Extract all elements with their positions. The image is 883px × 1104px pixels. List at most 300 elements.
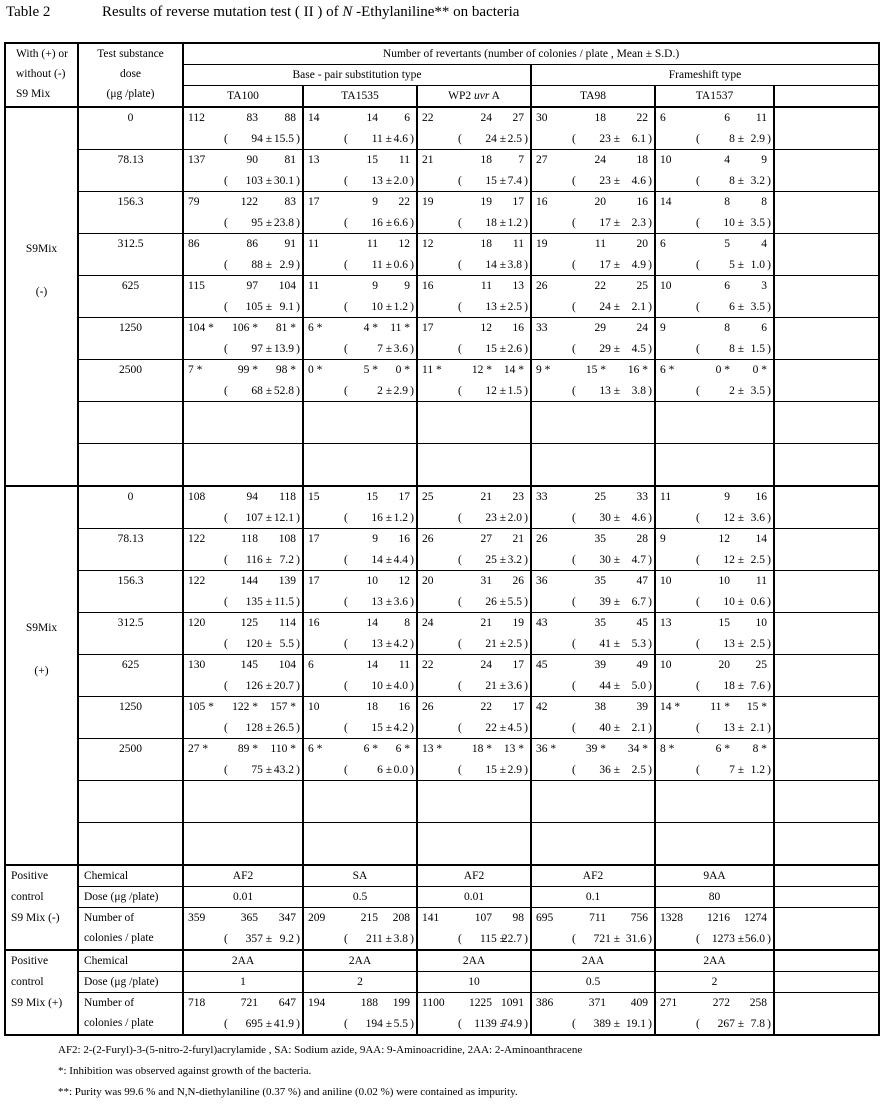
plate-count-1: 141 (422, 912, 440, 924)
value-cell (303, 150, 417, 192)
plate-counts (304, 360, 416, 380)
sd-value: 4.6 (631, 512, 646, 524)
plate-counts (418, 318, 530, 338)
cell-content (418, 487, 530, 528)
paren-close: ) (410, 259, 414, 271)
plate-count-3: 8 (761, 196, 767, 208)
paren-close: ) (524, 680, 528, 692)
plate-count-3: 11 (398, 154, 410, 166)
cell-content (418, 571, 530, 612)
empty-cell (531, 823, 655, 866)
plate-count-2: 107 (474, 912, 492, 924)
mean-value: 5 ± (729, 259, 744, 271)
mean-value: 12 ± (723, 554, 744, 566)
paren-open: ( (458, 722, 462, 734)
plate-count-1: 6 (660, 112, 666, 124)
mean-value: 13 ± (371, 175, 392, 187)
mean-value: 695 ± (245, 1018, 272, 1030)
value-cell (303, 234, 417, 276)
plate-count-2: 86 (246, 238, 258, 250)
paren-close: ) (296, 554, 300, 566)
mean-value: 7 ± (377, 343, 392, 355)
plate-count-1: 43 (536, 617, 548, 629)
empty-cell (78, 823, 183, 866)
empty-row (5, 823, 879, 866)
plate-counts (304, 487, 416, 507)
paren-open: ( (696, 217, 700, 229)
sd-value: 0.6 (393, 259, 408, 271)
paren-open: ( (572, 385, 576, 397)
plate-counts (532, 908, 654, 928)
paren-close: ) (767, 175, 771, 187)
chemical-name: 2AA (417, 950, 531, 972)
paren-close: ) (296, 512, 300, 524)
mean-value: 40 ± (599, 722, 620, 734)
value-cell (531, 234, 655, 276)
plate-count-1: 13 * (422, 743, 443, 755)
s9-label-line: S9Mix (25, 622, 58, 634)
paren-close: ) (648, 722, 652, 734)
strain-name: TA98 (580, 90, 606, 102)
plate-count-3: 258 (749, 997, 767, 1009)
paren-open: ( (458, 554, 462, 566)
plate-count-3: 22 (398, 196, 410, 208)
mean-value: 10 ± (371, 301, 392, 313)
mean-sd (304, 929, 416, 949)
plate-count-2: 24 (480, 659, 492, 671)
paren-close: ) (524, 933, 528, 945)
value-cell (531, 486, 655, 529)
sd-value: 31.6 (625, 933, 646, 945)
plate-count-2: 272 (712, 997, 730, 1009)
empty-cell (303, 444, 417, 487)
positive-control-chemical-row (5, 865, 879, 887)
value-cell (303, 739, 417, 781)
paren-close: ) (648, 301, 652, 313)
paren-open: ( (224, 764, 228, 776)
plate-counts (184, 487, 302, 507)
plate-count-2: 188 (360, 997, 378, 1009)
plate-counts (656, 993, 773, 1013)
plate-counts (418, 993, 530, 1013)
paren-open: ( (458, 512, 462, 524)
plate-count-3: 199 (392, 997, 410, 1009)
paren-close: ) (410, 638, 414, 650)
value-cell (183, 276, 303, 318)
value-cell (183, 655, 303, 697)
plate-counts (656, 318, 773, 338)
plate-count-2: 12 (480, 322, 492, 334)
strain-header (417, 86, 531, 108)
plate-count-1: 6 (308, 659, 314, 671)
strain-header (531, 86, 655, 108)
value-cell (417, 697, 531, 739)
paren-open: ( (224, 217, 228, 229)
plate-count-2: 27 (480, 533, 492, 545)
plate-count-1: 26 (536, 280, 548, 292)
plate-count-1: 1100 (422, 997, 445, 1009)
mean-value: 126 ± (245, 680, 272, 692)
cell-content (656, 192, 773, 233)
cell-content (532, 529, 654, 570)
mean-sd (184, 213, 302, 233)
paren-open: ( (224, 933, 228, 945)
cell-content (304, 571, 416, 612)
cell-content (184, 150, 302, 191)
plate-counts (184, 529, 302, 549)
plate-count-2: 18 * (471, 743, 492, 755)
mean-value: 68 ± (251, 385, 272, 397)
cell-content (656, 150, 773, 191)
plate-counts (656, 108, 773, 128)
plate-count-1: 11 (308, 280, 320, 292)
plate-count-3: 11 (512, 238, 524, 250)
cell-content (184, 613, 302, 654)
sd-value: 2.5 (631, 764, 646, 776)
empty-cell (774, 823, 879, 866)
plate-counts (418, 487, 530, 507)
mean-value: 16 ± (371, 217, 392, 229)
plate-count-1: 20 (422, 575, 434, 587)
mean-value: 13 ± (723, 722, 744, 734)
mean-sd (418, 1014, 530, 1034)
sd-value: 1.2 (393, 512, 408, 524)
s9-label-line: S9Mix (25, 243, 58, 255)
mean-sd (656, 592, 773, 612)
plate-count-2: 20 (594, 196, 606, 208)
empty-cell (303, 823, 417, 866)
value-cell (183, 993, 303, 1036)
plate-count-2: 18 (366, 701, 378, 713)
paren-close: ) (410, 217, 414, 229)
control-dose: 0.5 (303, 887, 417, 908)
cell-content (418, 108, 530, 149)
value-cell (655, 192, 774, 234)
mean-value: 267 ± (717, 1018, 744, 1030)
mean-sd (656, 255, 773, 275)
cell-content (184, 908, 302, 949)
number-label (78, 993, 183, 1036)
sd-value: 5.5 (393, 1018, 408, 1030)
mean-sd (418, 929, 530, 949)
mean-sd (656, 381, 773, 401)
cell-content (532, 908, 654, 949)
cell-content (418, 360, 530, 401)
paren-close: ) (648, 133, 652, 145)
frameshift-header: Frameshift type (531, 65, 879, 86)
plate-count-2: 12 * (471, 364, 492, 376)
plate-counts (184, 571, 302, 591)
footnote-abbreviations: AF2: 2-(2-Furyl)-3-(5-nitro-2-furyl)acrylamide , SA: Sodium azide, 9AA: 9-Aminoacridine, 2AA: 2-Aminoanthracene (58, 1044, 583, 1056)
value-cell (183, 908, 303, 951)
mean-value: 26 ± (485, 596, 506, 608)
plate-counts (418, 739, 530, 759)
sd-value: 0.0 (393, 764, 408, 776)
cell-content (304, 318, 416, 359)
mean-sd (418, 255, 530, 275)
value-cell (183, 234, 303, 276)
empty-cell (774, 655, 879, 697)
plate-counts (184, 360, 302, 380)
mean-value: 120 ± (245, 638, 272, 650)
plate-counts (304, 908, 416, 928)
mean-value: 94 ± (251, 133, 272, 145)
plate-count-1: 33 (536, 491, 548, 503)
empty-cell (774, 192, 879, 234)
mean-value: 24 ± (485, 133, 506, 145)
plate-count-3: 7 (518, 154, 524, 166)
plate-count-3: 28 (636, 533, 648, 545)
positive-control-label (5, 950, 78, 1035)
mean-value: 39 ± (599, 596, 620, 608)
dose-cell: 312.5 (78, 234, 183, 276)
cell-content (532, 234, 654, 275)
plate-count-3: 25 (636, 280, 648, 292)
plate-count-1: 9 (660, 322, 666, 334)
mean-value: 21 ± (485, 638, 506, 650)
mean-sd (304, 1014, 416, 1034)
paren-open: ( (224, 301, 228, 313)
empty-cell (774, 972, 879, 993)
paren-close: ) (767, 680, 771, 692)
title-text-suffix: -Ethylaniline** on bacteria (352, 4, 520, 20)
dose-cell: 2500 (78, 360, 183, 402)
mean-sd (532, 339, 654, 359)
strain-header (655, 86, 774, 108)
plate-count-1: 10 (660, 280, 672, 292)
plate-count-3: 6 (404, 112, 410, 124)
paren-close: ) (648, 343, 652, 355)
sd-value: 5.5 (279, 638, 294, 650)
value-cell (531, 697, 655, 739)
value-cell (655, 993, 774, 1036)
mean-value: 8 ± (729, 343, 744, 355)
paren-close: ) (296, 175, 300, 187)
value-cell (303, 908, 417, 951)
dose-cell: 312.5 (78, 613, 183, 655)
chemical-label: Chemical (78, 950, 183, 972)
dose-cell: 1250 (78, 318, 183, 360)
plate-counts (656, 150, 773, 170)
plate-count-3: 11 * (390, 322, 410, 334)
value-cell (531, 739, 655, 781)
mean-value: 16 ± (371, 512, 392, 524)
mean-value: 75 ± (251, 764, 272, 776)
paren-close: ) (648, 217, 652, 229)
mean-value: 11 ± (371, 259, 392, 271)
plate-counts (532, 108, 654, 128)
paren-open: ( (572, 175, 576, 187)
plate-count-3: 24 (636, 322, 648, 334)
plate-counts (184, 318, 302, 338)
plate-count-2: 15 (366, 154, 378, 166)
plate-count-2: 35 (594, 575, 606, 587)
value-cell (531, 993, 655, 1036)
positive-control-label-line: S9 Mix (+) (11, 997, 63, 1009)
empty-cell (774, 908, 879, 951)
paren-close: ) (410, 385, 414, 397)
plate-count-2: 15 (366, 491, 378, 503)
paren-close: ) (524, 133, 528, 145)
plate-count-2: 24 (594, 154, 606, 166)
plate-count-3: 16 (636, 196, 648, 208)
data-row (5, 486, 879, 529)
mean-sd (184, 339, 302, 359)
plate-count-3: 14 * (503, 364, 524, 376)
mean-value: 1273 ± (711, 933, 744, 945)
value-cell (417, 486, 531, 529)
plate-count-3: 11 (755, 112, 767, 124)
cell-content (656, 908, 773, 949)
plate-count-3: 108 (278, 533, 296, 545)
plate-count-1: 130 (188, 659, 206, 671)
plate-counts (184, 613, 302, 633)
paren-close: ) (410, 764, 414, 776)
plate-count-2: 18 (594, 112, 606, 124)
plate-count-3: 8 (404, 617, 410, 629)
sd-value: 4.6 (393, 133, 408, 145)
mean-value: 103 ± (245, 175, 272, 187)
plate-counts (656, 571, 773, 591)
mean-value: 95 ± (251, 217, 272, 229)
plate-count-1: 9 (660, 533, 666, 545)
value-cell (655, 107, 774, 150)
mean-value: 97 ± (251, 343, 272, 355)
paren-close: ) (410, 343, 414, 355)
plate-counts (656, 739, 773, 759)
data-row (5, 360, 879, 402)
control-dose: 0.1 (531, 887, 655, 908)
plate-count-3: 12 (398, 238, 410, 250)
plate-count-2: 39 * (585, 743, 606, 755)
empty-cell (774, 950, 879, 972)
paren-close: ) (648, 764, 652, 776)
value-cell (531, 107, 655, 150)
cell-content (656, 571, 773, 612)
plate-count-1: 120 (188, 617, 206, 629)
mean-value: 29 ± (599, 343, 620, 355)
plate-count-3: 110 * (270, 743, 296, 755)
plate-count-1: 386 (536, 997, 554, 1009)
value-cell (417, 908, 531, 951)
plate-counts (418, 908, 530, 928)
plate-count-3: 104 (278, 280, 296, 292)
paren-open: ( (696, 512, 700, 524)
paren-close: ) (767, 512, 771, 524)
dose-header (78, 43, 183, 107)
cell-content (304, 739, 416, 780)
plate-count-1: 10 (660, 154, 672, 166)
dose-header-line: Test substance (97, 48, 164, 60)
sd-value: 4.7 (631, 554, 646, 566)
paren-close: ) (767, 301, 771, 313)
plate-count-2: 9 (372, 280, 378, 292)
control-dose: 1 (183, 972, 303, 993)
plate-count-2: 9 (724, 491, 730, 503)
mean-sd (304, 718, 416, 738)
sd-value: 2.9 (750, 133, 765, 145)
sd-value: 3.2 (507, 554, 522, 566)
value-cell (417, 150, 531, 192)
plate-count-1: 8 * (660, 743, 675, 755)
paren-close: ) (767, 596, 771, 608)
mean-sd (184, 592, 302, 612)
plate-counts (532, 529, 654, 549)
sd-value: 43.2 (273, 764, 294, 776)
sd-value: 6.7 (631, 596, 646, 608)
empty-cell (774, 613, 879, 655)
mean-value: 30 ± (599, 554, 620, 566)
plate-count-3: 22 (636, 112, 648, 124)
value-cell (417, 993, 531, 1036)
plate-count-1: 271 (660, 997, 678, 1009)
paren-open: ( (344, 680, 348, 692)
control-dose: 0.01 (183, 887, 303, 908)
sd-value: 2.5 (507, 638, 522, 650)
mean-sd (532, 550, 654, 570)
mean-sd (656, 760, 773, 780)
mean-value: 13 ± (371, 638, 392, 650)
strain-suffix: A (489, 90, 500, 102)
plate-count-2: 21 (480, 617, 492, 629)
plate-count-1: 13 (660, 617, 672, 629)
dose-cell: 2500 (78, 739, 183, 781)
positive-control-label-line: S9 Mix (-) (11, 912, 60, 924)
cell-content (304, 529, 416, 570)
dose-cell: 78.13 (78, 150, 183, 192)
positive-control-label-line: control (11, 891, 44, 903)
empty-cell (78, 444, 183, 487)
dose-cell: 78.13 (78, 529, 183, 571)
sd-value: 4.2 (393, 638, 408, 650)
plate-counts (418, 360, 530, 380)
value-cell (531, 276, 655, 318)
value-cell (531, 150, 655, 192)
value-cell (183, 360, 303, 402)
plate-count-1: 9 * (536, 364, 551, 376)
chemical-name: AF2 (183, 865, 303, 887)
paren-close: ) (524, 638, 528, 650)
plate-count-1: 13 (308, 154, 320, 166)
footnote-purity: **: Purity was 99.6 % and N,N-diethylaniline (0.37 %) and aniline (0.02 %) were contained as impurity. (58, 1086, 518, 1098)
plate-count-2: 21 (480, 491, 492, 503)
mean-sd (656, 550, 773, 570)
plate-count-2: 122 * (232, 701, 258, 713)
positive-control-chemical-row (5, 950, 879, 972)
plate-count-2: 106 * (232, 322, 258, 334)
sd-value: 2.5 (507, 133, 522, 145)
plate-count-1: 33 (536, 322, 548, 334)
paren-open: ( (696, 554, 700, 566)
plate-count-1: 14 (660, 196, 672, 208)
value-cell (183, 192, 303, 234)
paren-close: ) (648, 175, 652, 187)
mean-value: 10 ± (371, 680, 392, 692)
paren-open: ( (224, 554, 228, 566)
paren-open: ( (696, 259, 700, 271)
paren-open: ( (458, 385, 462, 397)
sd-value: 6.1 (631, 133, 646, 145)
mean-value: 17 ± (599, 259, 620, 271)
sd-value: 13.9 (273, 343, 294, 355)
plate-counts (304, 739, 416, 759)
control-dose: 80 (655, 887, 774, 908)
plate-count-2: 118 (241, 533, 258, 545)
empty-cell (655, 402, 774, 444)
plate-count-2: 11 (480, 280, 492, 292)
value-cell (303, 993, 417, 1036)
plate-count-2: 18 (480, 154, 492, 166)
